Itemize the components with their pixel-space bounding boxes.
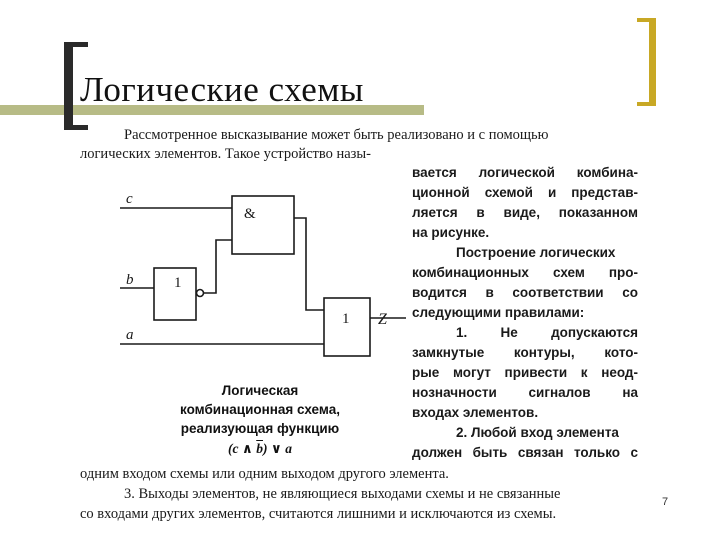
intro-line-2: логических элементов. Такое устройство назы-: [80, 146, 371, 162]
formula-suffix: ) ∨ a: [262, 441, 292, 456]
formula-prefix: (c ∧: [228, 441, 257, 456]
formula-negated-b: $\overline{b}$: [256, 441, 263, 456]
left-bracket-decoration: [64, 42, 73, 130]
right-column-line: замкнутые контуры, кото-: [412, 345, 638, 360]
right-column-line: нозначности сигналов на: [412, 385, 638, 400]
right-column-line: ляется в виде, показанном: [412, 205, 638, 220]
bottom-line-1: одним входом схемы или одним выходом другого элемента.: [80, 466, 449, 482]
right-column-line: следующими правилами:: [412, 305, 585, 320]
right-column-line: Построение логических: [456, 245, 616, 260]
not-gate-label: 1: [174, 275, 182, 291]
page-number: 7: [662, 496, 669, 508]
logic-circuit-diagram: [116, 190, 406, 365]
right-column-line: вается логической комбина-: [412, 165, 638, 180]
left-bracket-top: [64, 42, 88, 47]
bottom-line-2: 3. Выходы элементов, не являющиеся выходами схемы и не связанные: [124, 486, 561, 502]
right-bracket-bottom: [637, 102, 656, 106]
right-column-line: на рисунке.: [412, 225, 490, 240]
input-a-label: a: [126, 327, 134, 343]
wire-and-to-or: [294, 218, 324, 310]
slide-title: Логические схемы: [80, 70, 364, 109]
or-gate-label: 1: [342, 311, 350, 327]
right-bracket-top: [637, 18, 656, 22]
figure-caption-formula: [160, 440, 360, 458]
right-column-line: водится в соответствии со: [412, 285, 638, 300]
and-gate: [232, 196, 294, 254]
input-c-label: c: [126, 191, 133, 207]
right-column-line: должен быть связан только с: [412, 445, 638, 460]
wire-not-to-and: [204, 240, 232, 293]
or-gate: [324, 298, 370, 356]
right-column-line: входах элементов.: [412, 405, 539, 420]
bottom-line-3: со входами других элементов, считаются лишними и исключаются из схемы.: [80, 506, 557, 522]
figure-caption-line-1: Логическая: [221, 383, 299, 398]
and-gate-label: &: [244, 206, 256, 222]
intro-line-1: Рассмотренное высказывание может быть реализовано и с помощью: [124, 127, 549, 143]
right-bracket-decoration: [649, 18, 656, 106]
right-column-line: комбинационных схем про-: [412, 265, 638, 280]
figure-caption-line-3: реализующая функцию: [180, 421, 340, 436]
right-column-line: рые могут привести к неод-: [412, 365, 638, 380]
right-column-line: 2. Любой вход элемента: [456, 425, 619, 440]
output-z-label: Z: [378, 311, 387, 328]
right-column-line: ционной схемой и представ-: [412, 185, 638, 200]
inversion-bubble: [197, 290, 204, 297]
input-b-label: b: [126, 272, 134, 288]
right-column-line: 1. Не допускаются: [456, 325, 638, 340]
figure-caption-line-2: комбинационная схема,: [180, 402, 340, 417]
left-bracket-bottom: [64, 125, 88, 130]
